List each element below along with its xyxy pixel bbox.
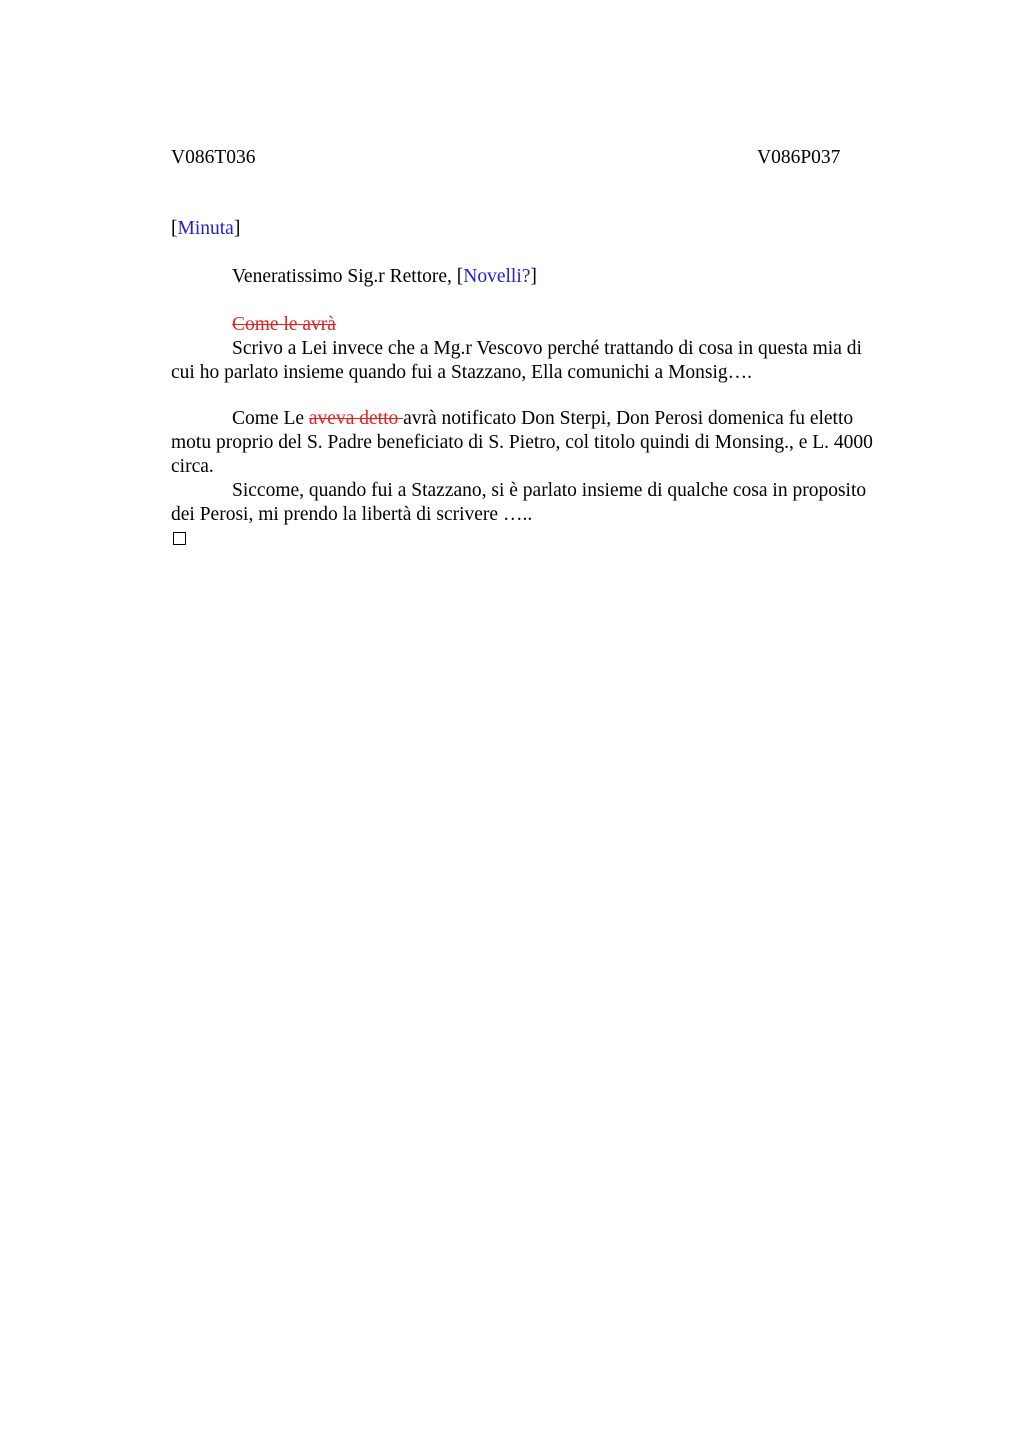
- note-open: [: [456, 266, 464, 287]
- right-code: V086P037: [757, 147, 841, 168]
- para2-deleted: aveva detto: [308, 408, 404, 429]
- bracket-open: [: [171, 218, 178, 239]
- salutation-text: Veneratissimo Sig.r Rettore,: [232, 266, 457, 287]
- salutation-note: Novelli?: [463, 266, 531, 287]
- para2-line3: circa.: [171, 456, 214, 477]
- minuta-text: Minuta: [177, 218, 234, 239]
- para2-line2: motu proprio del S. Padre beneficiato di S. Pietro, col titolo quindi di Monsing., e L. 4000: [171, 432, 873, 453]
- bracket-close: ]: [233, 218, 241, 239]
- para3-line2: dei Perosi, mi prendo la libertà di scrivere …..: [171, 504, 533, 525]
- para2-line1: [232, 407, 853, 431]
- para1-line1: Scrivo a Lei invece che a Mg.r Vescovo perché trattando di cosa in questa mia di: [232, 338, 862, 359]
- para2-start: Come Le: [232, 408, 309, 429]
- para1-line2: cui ho parlato insieme quando fui a Stazzano, Ella comunichi a Monsig….: [171, 362, 753, 383]
- left-code: V086T036: [171, 147, 256, 168]
- note-close: ]: [530, 266, 537, 287]
- para2-end: avrà notificato Don Sterpi, Don Perosi domenica fu eletto: [403, 408, 854, 429]
- deleted-line: Come le avrà: [232, 314, 336, 335]
- checkbox-icon: [173, 532, 186, 545]
- salutation: [232, 265, 537, 289]
- minuta-label: [171, 217, 240, 241]
- para3-line1: Siccome, quando fui a Stazzano, si è parlato insieme di qualche cosa in proposito: [232, 480, 867, 501]
